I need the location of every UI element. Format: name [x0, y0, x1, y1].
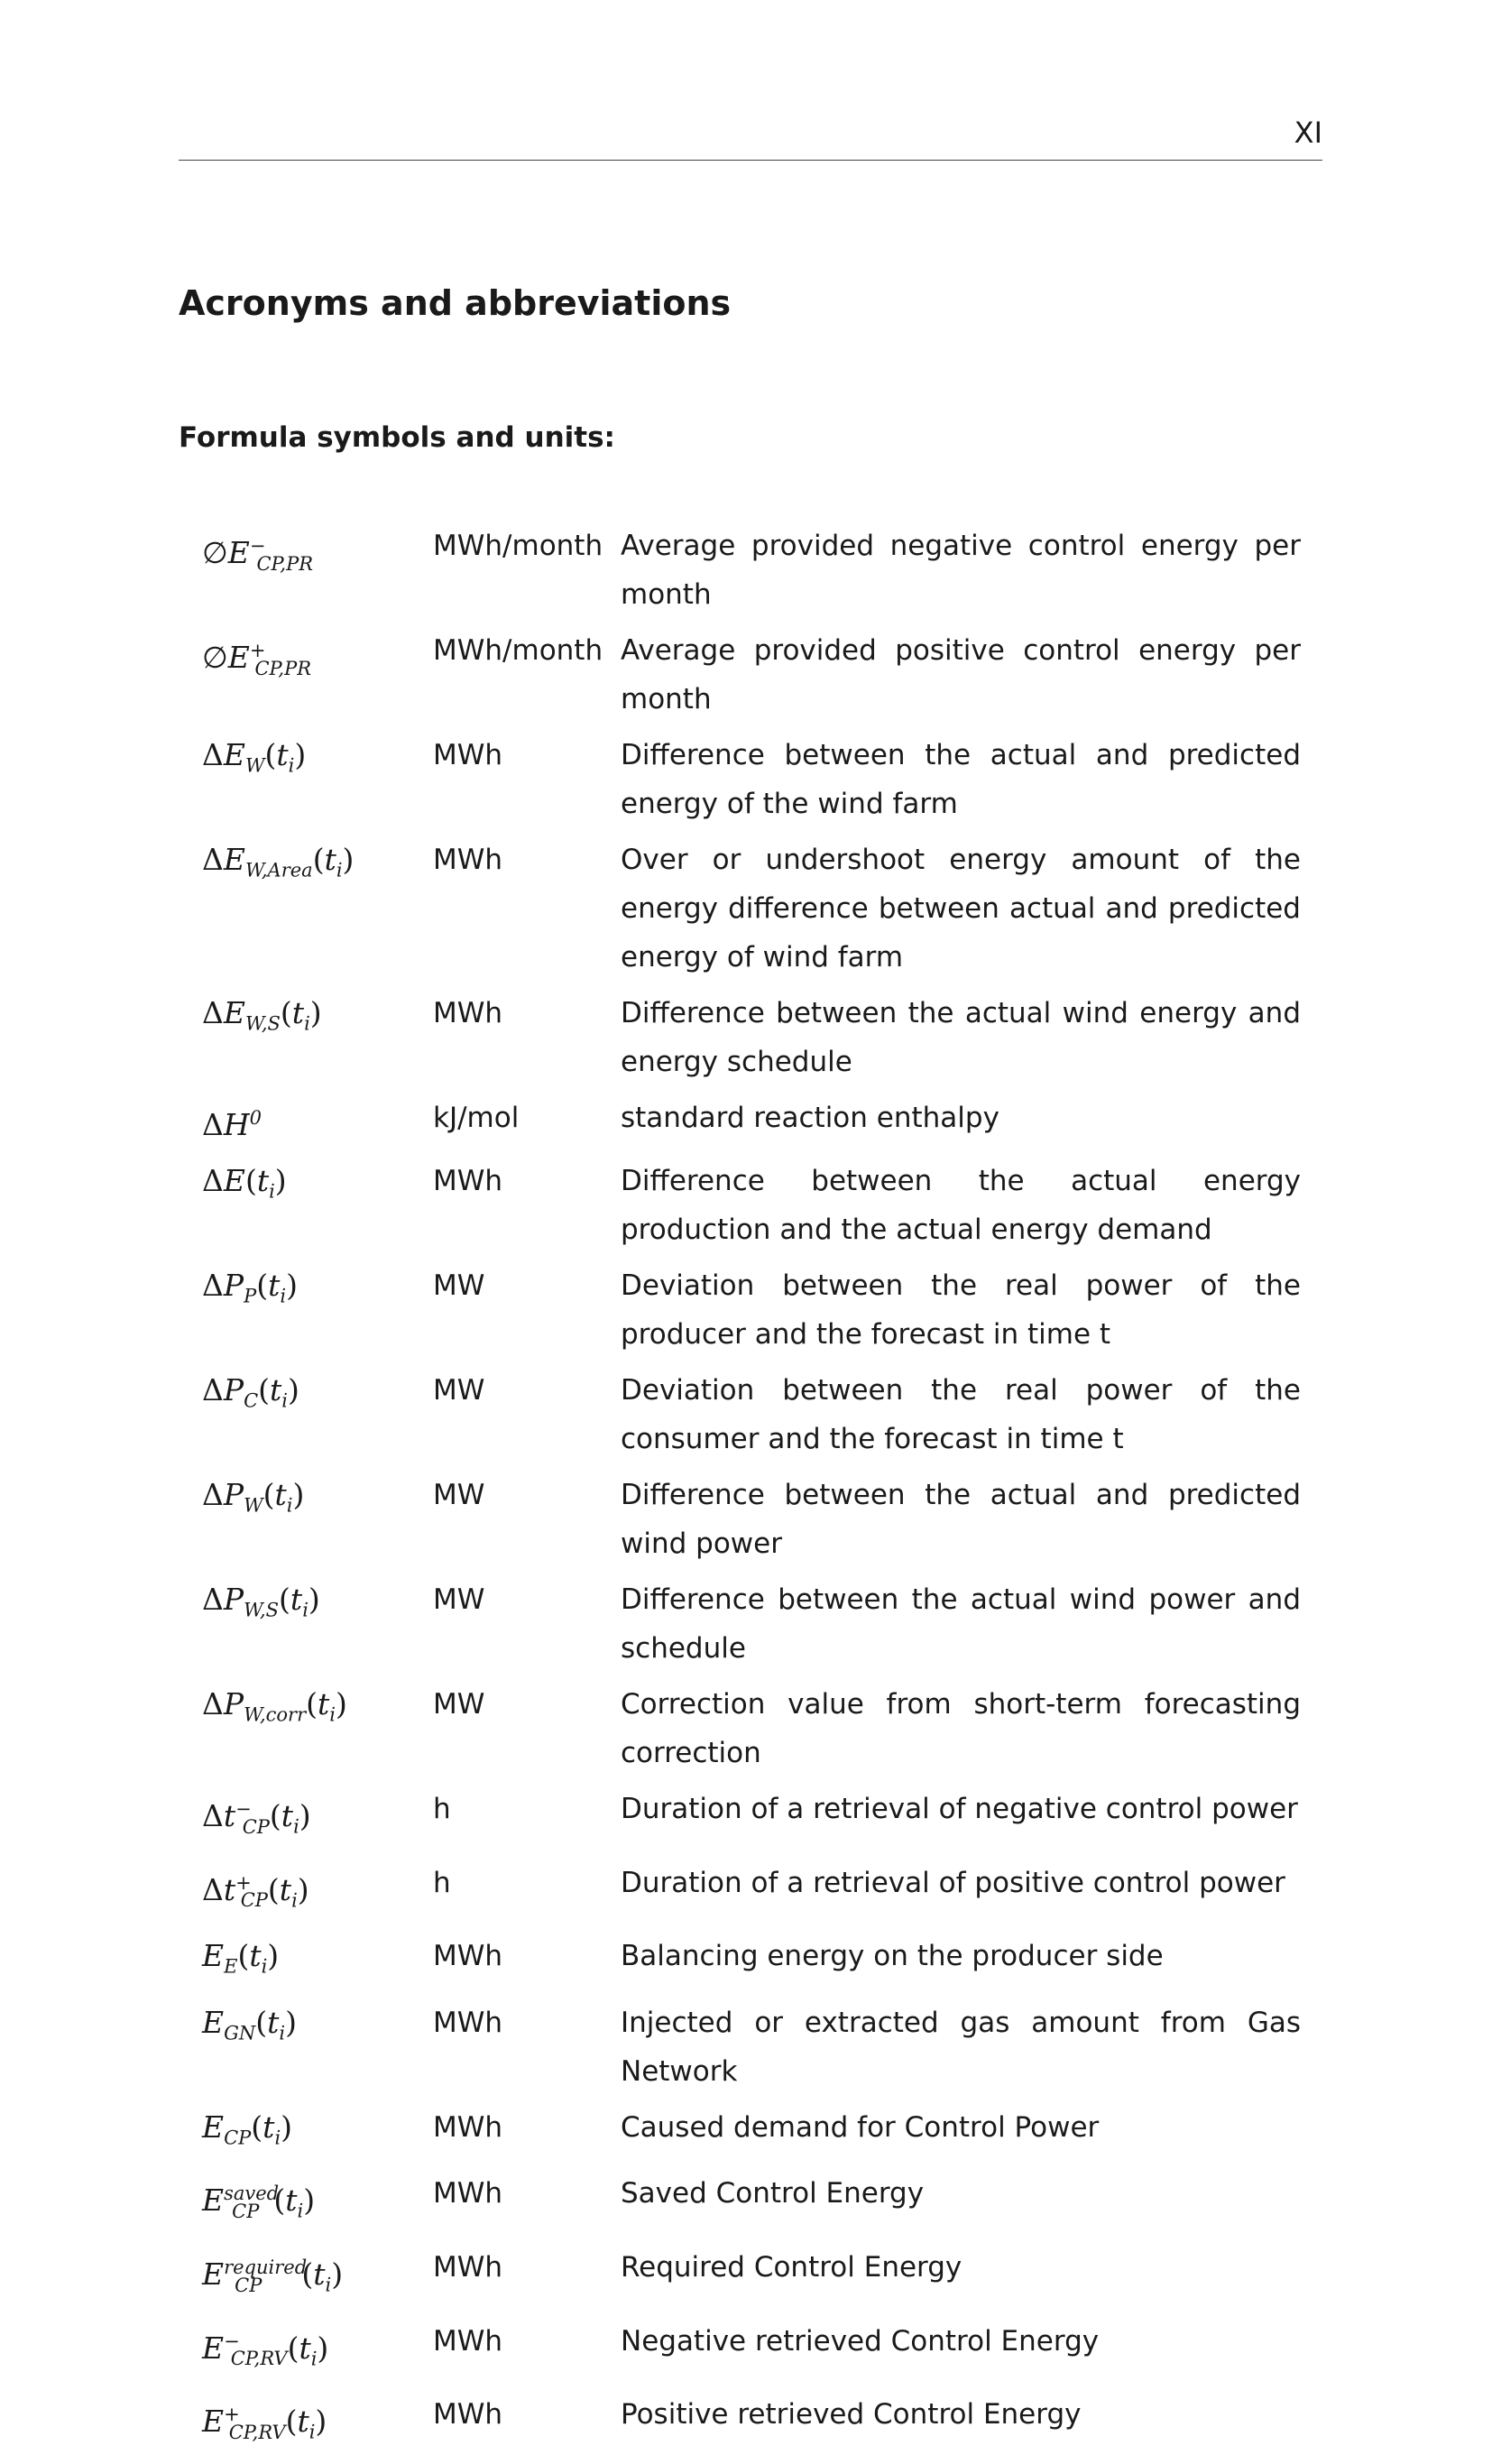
- symbol-row: [202, 835, 1301, 982]
- formula-symbol: $\Delta E_{W,Area}(t_i)$: [202, 842, 355, 881]
- symbol-description: Average provided positive control energy per month: [621, 634, 1301, 715]
- symbol-description: Required Control Energy: [621, 2250, 962, 2284]
- symbol-unit: MW: [433, 1269, 485, 1302]
- symbol-unit: h: [433, 1793, 451, 1825]
- formula-symbol: $\emptyset E^-_{CP,PR}$: [202, 535, 314, 575]
- formula-symbol: $\Delta P_P(t_i)$: [202, 1268, 298, 1307]
- symbol-description: Injected or extracted gas amount from Gas Network: [621, 2006, 1301, 2088]
- formula-symbol: $\Delta P_{W,S}(t_i)$: [202, 1582, 320, 1621]
- formula-symbol: $\Delta E_W(t_i)$: [202, 737, 307, 777]
- symbol-unit: MWh: [433, 2398, 503, 2432]
- section-title: Formula symbols and units:: [179, 421, 615, 454]
- formula-symbol: $\Delta t^-_{CP}(t_i)$: [202, 1798, 311, 1838]
- symbol-row: [202, 1471, 1301, 1568]
- formula-symbol: $\Delta P_C(t_i)$: [202, 1372, 299, 1412]
- formula-symbol: $\Delta P_W(t_i)$: [202, 1477, 305, 1517]
- symbol-description: Negative retrieved Control Energy: [621, 2324, 1100, 2358]
- symbol-description: Over or undershoot energy amount of the energy difference between actual and predicted energy of wind farm: [621, 844, 1301, 974]
- symbol-description: Duration of a retrieval of positive control power: [621, 1866, 1285, 1899]
- formula-symbol: $E^-_{CP,RV}(t_i)$: [202, 2330, 329, 2370]
- symbol-unit: h: [433, 1866, 451, 1899]
- symbol-description: Deviation between the real power of the consumer and the forecast in time t: [621, 1374, 1301, 1455]
- symbol-row: [202, 1932, 1301, 1991]
- symbol-description: Positive retrieved Control Energy: [621, 2398, 1082, 2432]
- formula-symbol: $E^+_{CP,RV}(t_i)$: [202, 2404, 327, 2443]
- symbol-unit: MWh: [433, 739, 503, 771]
- symbol-row: [202, 1680, 1301, 1777]
- page-number: XI: [1294, 115, 1322, 150]
- symbol-row: [202, 1859, 1301, 1925]
- symbol-description: Saved Control Energy: [621, 2177, 925, 2210]
- symbol-row: [202, 1094, 1301, 1149]
- symbol-row: [202, 1157, 1301, 1254]
- symbol-unit: MWh/month: [433, 530, 603, 562]
- formula-symbol: $\Delta P_{W,corr}(t_i)$: [202, 1686, 347, 1726]
- symbol-unit: MWh: [433, 2250, 503, 2284]
- formula-symbol: $\Delta t^+_{CP}(t_i)$: [202, 1871, 309, 1912]
- symbol-row: [202, 2390, 1301, 2457]
- symbol-row: [202, 521, 1301, 619]
- symbol-unit: MW: [433, 1688, 485, 1721]
- formula-symbol: $E^{saved}_{CP}$ $(t_i)$: [202, 2183, 316, 2222]
- symbol-unit: MWh: [433, 1165, 503, 1197]
- symbol-row: [202, 1261, 1301, 1359]
- symbol-unit: MWh: [433, 997, 503, 1029]
- formula-symbol: $E_{GN}(t_i)$: [202, 2004, 297, 2044]
- symbol-description: Difference between the actual wind energy and energy schedule: [621, 997, 1301, 1078]
- symbol-description: Duration of a retrieval of negative control power: [621, 1793, 1298, 1825]
- symbol-unit: MW: [433, 1583, 485, 1616]
- symbol-row: [202, 1785, 1301, 1851]
- formula-symbol: $\Delta E_{W,S}(t_i)$: [202, 995, 322, 1035]
- header-rule: [179, 160, 1322, 161]
- symbol-unit: kJ/mol: [433, 1102, 520, 1134]
- symbol-unit: MWh: [433, 2324, 503, 2358]
- symbol-unit: MWh: [433, 844, 503, 876]
- formula-symbol: $\emptyset E^+_{CP,PR}$: [202, 640, 312, 679]
- symbol-description: Difference between the actual and predicted energy of the wind farm: [621, 739, 1301, 820]
- formula-symbol: $\Delta H^0$: [202, 1107, 262, 1142]
- symbol-row: [202, 2169, 1301, 2236]
- symbol-description: standard reaction enthalpy: [621, 1102, 999, 1134]
- symbol-unit: MWh: [433, 2110, 503, 2144]
- symbol-description: Balancing energy on the producer side: [621, 1940, 1164, 1973]
- symbol-row: [202, 2243, 1301, 2310]
- symbol-unit: MW: [433, 1479, 485, 1511]
- symbol-description: Caused demand for Control Power: [621, 2110, 1100, 2144]
- symbol-row: [202, 1575, 1301, 1673]
- symbol-description: Difference between the actual wind power and schedule: [621, 1583, 1301, 1665]
- symbol-description: Average provided negative control energy per month: [621, 530, 1301, 611]
- symbol-description: Deviation between the real power of the producer and the forecast in time t: [621, 1269, 1301, 1351]
- symbol-row: [202, 731, 1301, 828]
- formula-symbol: $E^{required}_{CP}$ $(t_i)$: [202, 2256, 344, 2296]
- symbol-description: Difference between the actual energy production and the actual energy demand: [621, 1165, 1301, 1246]
- symbol-unit: MW: [433, 1374, 485, 1407]
- symbol-description: Difference between the actual and predicted wind power: [621, 1479, 1301, 1560]
- symbol-unit: MWh/month: [433, 634, 603, 667]
- formula-symbol: $\Delta E(t_i)$: [202, 1163, 287, 1203]
- formula-symbol: $E_E(t_i)$: [202, 1938, 280, 1978]
- symbol-row: [202, 626, 1301, 724]
- formula-symbol: $E_{CP}(t_i)$: [202, 2109, 293, 2149]
- symbol-row: [202, 989, 1301, 1086]
- symbol-description: Correction value from short-term forecasting correction: [621, 1688, 1301, 1769]
- symbol-list: [202, 521, 1301, 2464]
- symbol-row: [202, 2103, 1301, 2163]
- symbol-row: [202, 2317, 1301, 2384]
- symbol-row: [202, 1366, 1301, 1463]
- chapter-title: Acronyms and abbreviations: [179, 283, 732, 323]
- symbol-unit: MWh: [433, 2177, 503, 2210]
- symbol-row: [202, 1998, 1301, 2096]
- symbol-unit: MWh: [433, 1940, 503, 1973]
- symbol-unit: MWh: [433, 2006, 503, 2039]
